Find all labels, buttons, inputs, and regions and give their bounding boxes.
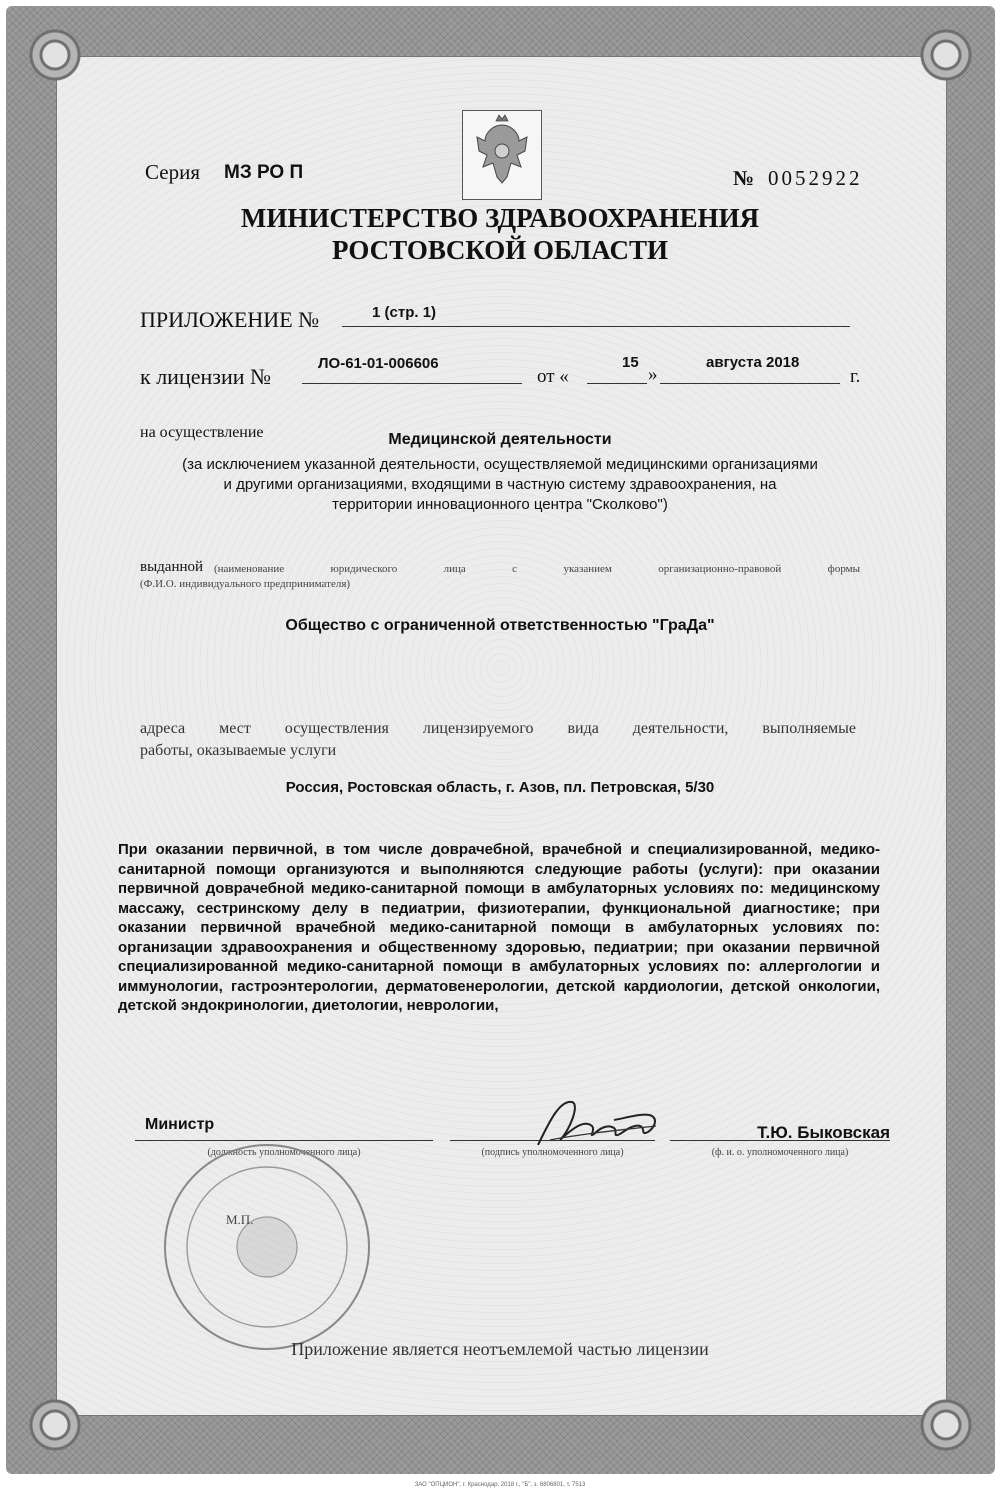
corner-ornament-icon bbox=[20, 1390, 90, 1460]
organization-name: Общество с ограниченной ответственностью "ГраДа" bbox=[285, 617, 715, 634]
appendix-underline bbox=[342, 326, 850, 327]
stamp-label: М.П. bbox=[226, 1212, 254, 1227]
appendix-label: ПРИЛОЖЕНИЕ № bbox=[140, 307, 320, 332]
address-label-line1: адреса мест осуществления лицензируемого вида деятельности, выполняемые bbox=[140, 720, 856, 737]
issued-hint-line2: (Ф.И.О. индивидуального предпринимателя) bbox=[140, 578, 351, 590]
license-day-underline bbox=[587, 383, 647, 384]
activity-exclusion-line3: территории инновационного центра "Сколково") bbox=[332, 496, 668, 513]
corner-ornament-icon bbox=[20, 20, 90, 90]
signer-position: Министр bbox=[145, 1116, 215, 1133]
number-label: № bbox=[733, 166, 755, 190]
activity-exclusion-line1: (за исключением указанной деятельности, осуществляемой медицинскими организациями bbox=[182, 456, 818, 473]
corner-ornament-icon bbox=[911, 20, 981, 90]
issued-hint-line1: (наименование юридического лица с указанием организационно-правовой формы bbox=[214, 563, 860, 575]
signer-name: Т.Ю. Быковская bbox=[757, 1123, 890, 1142]
issued-label: выданной bbox=[140, 559, 204, 575]
address-label-line2: работы, оказываемые услуги bbox=[140, 742, 337, 759]
printer-imprint: ЗАО "ОПЦИОН", г. Краснодар, 2018 г., "Б", з. 6806801, т. 7513 bbox=[414, 1482, 586, 1488]
license-day: 15 bbox=[622, 354, 639, 371]
name-caption: (ф. и. о. уполномоченного лица) bbox=[711, 1147, 849, 1158]
corner-ornament-icon bbox=[911, 1390, 981, 1460]
ministry-title-line1: МИНИСТЕРСТВО ЗДРАВООХРАНЕНИЯ bbox=[240, 203, 760, 233]
activity-exclusion-line2: и другими организациями, входящими в частную систему здравоохранения, на bbox=[223, 476, 777, 493]
license-month-year: августа 2018 bbox=[706, 354, 800, 371]
signature-caption: (подпись уполномоченного лица) bbox=[481, 1147, 624, 1158]
license-number: ЛО-61-01-006606 bbox=[318, 355, 439, 372]
license-label: к лицензии № bbox=[140, 364, 271, 389]
position-caption: (должность уполномоченного лица) bbox=[207, 1147, 361, 1158]
series-value: МЗ РО П bbox=[224, 162, 304, 183]
license-from-label: от « bbox=[537, 366, 569, 387]
ministry-title-line2: РОСТОВСКОЙ ОБЛАСТИ bbox=[332, 235, 668, 265]
license-day-close: » bbox=[648, 364, 658, 385]
activity-title: Медицинской деятельности bbox=[388, 431, 612, 448]
series-label: Серия bbox=[145, 160, 200, 184]
number-value: 0052922 bbox=[768, 166, 863, 190]
license-number-underline bbox=[302, 383, 522, 384]
appendix-value: 1 (стр. 1) bbox=[372, 304, 437, 321]
official-seal-icon bbox=[160, 1140, 375, 1355]
coat-of-arms-icon bbox=[462, 110, 542, 200]
license-date-underline bbox=[660, 383, 840, 384]
services-text: При оказании первичной, в том числе доврачебной, врачебной и специализированной, медико-санитарной помощи организуются и выполняются следующие работы (услуги): при оказании первичной доврачебной медико-санитарной помощи в амбулаторных условиях по: медицинскому массажу, сестринскому делу в педиатрии, физиотерапии, функциональной диагностике; при оказании первичной врачебной медико-санитарной помощи в амбулаторных условиях по: организации здравоохранения и общественному здоровью, педиатрии; при оказании первичной специализированной медико-санитарной помощи в амбулаторных условиях по: аллергологии и иммунологии, гастроэнтерологии, дерматовенерологии, детской кардиологии, детской онкологии, детской эндокринологии, диетологии, неврологии, bbox=[118, 841, 880, 1014]
address-value: Россия, Ростовская область, г. Азов, пл. Петровская, 5/30 bbox=[285, 779, 715, 796]
license-year-suffix: г. bbox=[850, 366, 861, 387]
footer-note: Приложение является неотъемлемой частью лицензии bbox=[291, 1339, 709, 1359]
activity-label: на осуществление bbox=[140, 424, 264, 441]
